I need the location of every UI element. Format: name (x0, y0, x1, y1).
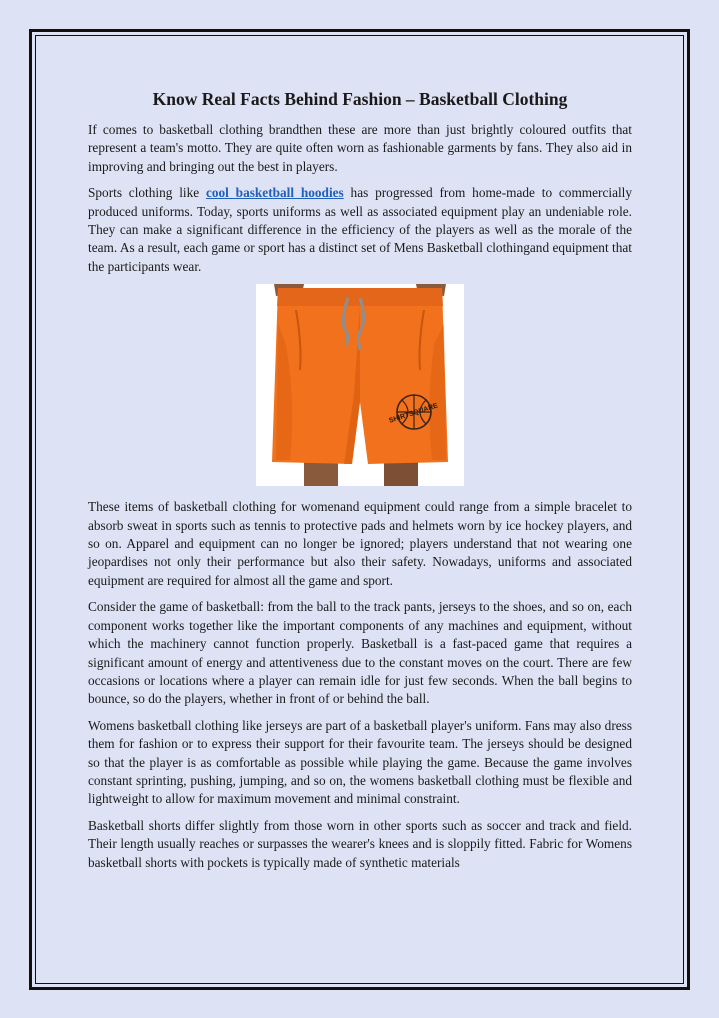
paragraph-items: These items of basketball clothing for womenand equipment could range from a simple bracelet to absorb sweat in sports such as tennis to protective pads and helmets worn by ice hockey players, and so on. Apparel and equipment can no longer be ignored; players understand that not wearing one jeopardises not only their performance but also their safety. Nowadays, uniforms and associated equipment are required for almost all the game and sport. (88, 499, 632, 588)
cool-basketball-hoodies-link[interactable]: cool basketball hoodies (205, 185, 344, 201)
paragraph-text: has progressed from home-made to commercially produced uniforms. Today, sports uniforms as well as associated equipment play an undeniable role. They can make a significant difference in the efficiency of the players as well as the morale of the team. As a result, each game or sport has a distinct set of Mens Basketball clothingand equipment that the participants wear. (88, 185, 633, 274)
paragraph-shorts: Basketball shorts differ slightly from those worn in other sports such as soccer and track and field. Their length usually reaches or surpasses the wearer's knees and is sloppily fitted. Fabric for Womens basketball shorts with pockets is typically made of synthetic materials (88, 817, 632, 870)
orange-basketball-shorts-image (256, 284, 464, 486)
paragraph-consider: Consider the game of basketball: from the ball to the track pants, jerseys to the shoes, and so on, each component works together like the important components of any machines and equipment, without which the machinery cannot function properly. Basketball is a fast-paced game that requires a significant amount of energy and attentiveness due to the constant moves on the court. There are few occasions or locations where a player can remain idle for just few seconds. When the ball begins to bounce, so do the players, whether in front of or behind the ball. (88, 599, 632, 707)
logo-text: SHIRTSQUARE (388, 402, 439, 426)
paragraph-jerseys: Womens basketball clothing like jerseys are part of a basketball player's uniform. Fans may also dress them for fashion or to express their support for their favourite team. The jerseys should be designed so that the player is as comfortable as possible while playing the game. Because the game involves constant sprinting, pushing, jumping, and so on, the womens basketball clothing must be flexible and lightweight to allow for maximum movement and minimal constraint. (88, 717, 632, 807)
paragraph-text: Sports clothing like (88, 185, 206, 201)
waistband (277, 288, 443, 306)
paragraph-intro: If comes to basketball clothing brandthen these are more than just brightly coloured outfits that represent a team's motto. They are quite often worn as fashionable garments by fans. They also aid in improving and bringing out the best in players. (88, 122, 632, 174)
paragraph-sports-clothing (88, 184, 632, 276)
document-body (88, 86, 632, 880)
document-title: Know Real Facts Behind Fashion – Basketball Clothing (152, 89, 568, 109)
